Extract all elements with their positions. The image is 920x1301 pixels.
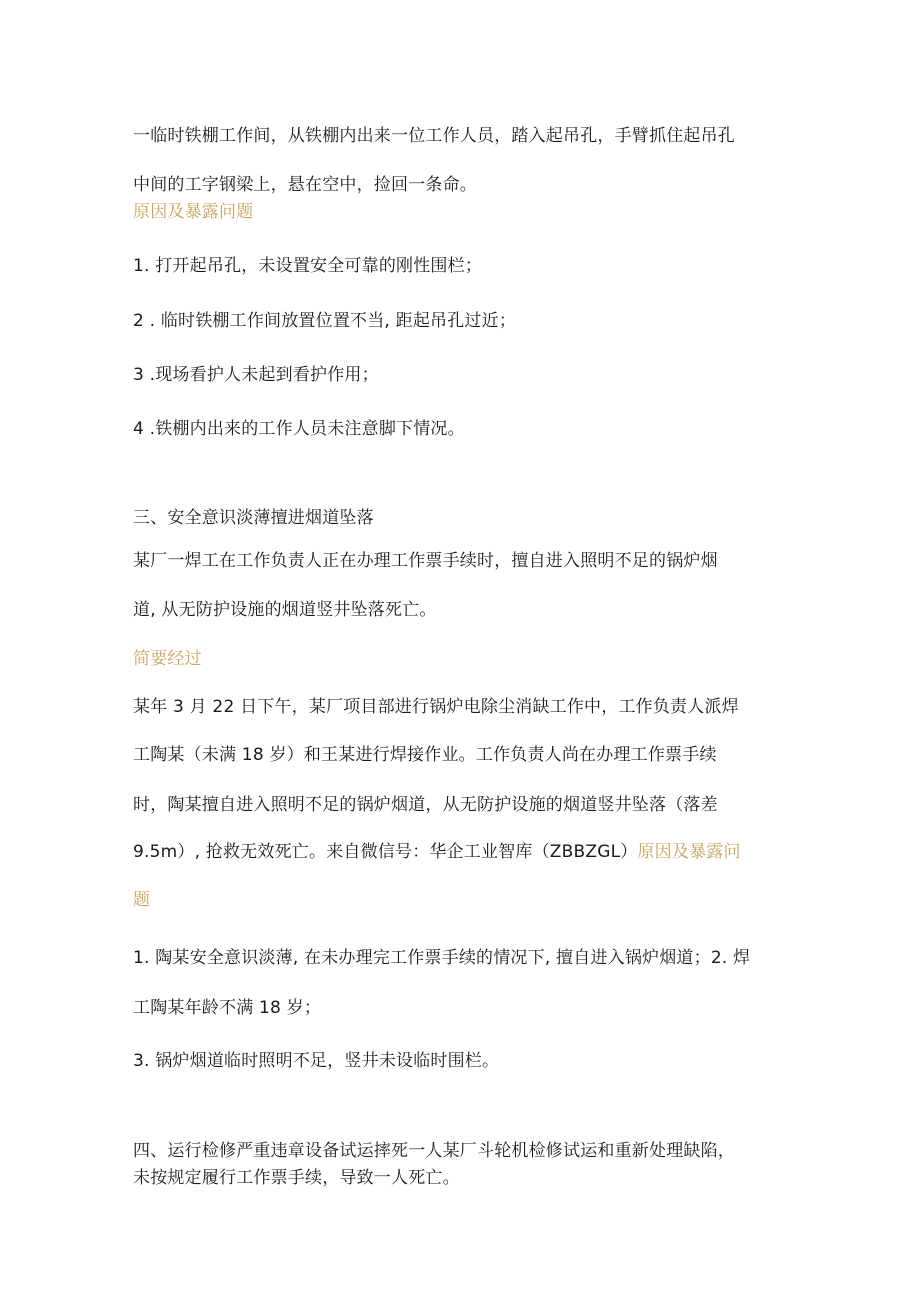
section3-cause-line-1: 1. 陶某安全意识淡薄, 在未办理完工作票手续的情况下, 擅自进入锅炉烟道；2. 焊: [133, 948, 751, 968]
cause-item-4: 4 .铁棚内出来的工作人员未注意脚下情况。: [133, 419, 465, 439]
process-heading: 简要经过: [133, 649, 202, 669]
process-line-4: [133, 840, 741, 864]
cause-item-3: 3 .现场看护人未起到看护作用；: [133, 365, 379, 385]
section3-title: 三、安全意识淡薄擅进烟道坠落: [133, 508, 374, 528]
section4-line-1: 四、运行检修严重违章设备试运摔死一人某厂斗轮机检修试运和重新处理缺陷，: [133, 1141, 735, 1161]
section3-cause-line-3: 3. 锅炉烟道临时照明不足，竖井未设临时围栏。: [133, 1051, 500, 1071]
process-line-1: 某年 3 月 22 日下午，某厂项目部进行锅炉电除尘消缺工作中，工作负责人派焊: [133, 697, 739, 717]
section3-summary-line-2: 道, 从无防护设施的烟道竖井坠落死亡。: [133, 600, 437, 620]
process-line-4-text: 9.5m）, 抢救无效死亡。来自微信号：华企工业智库（ZBBZGL）: [133, 842, 638, 862]
section3-summary-line-1: 某厂一焊工在工作负责人正在办理工作票手续时，擅自进入照明不足的锅炉烟: [133, 551, 718, 571]
section3-cause-line-2: 工陶某年龄不满 18 岁；: [133, 998, 322, 1018]
section3-causes-heading-cont: 题: [133, 890, 151, 910]
intro-line-1: 一临时铁棚工作间，从铁棚内出来一位工作人员，踏入起吊孔，手臂抓住起吊孔: [133, 126, 735, 146]
cause-item-1: 1. 打开起吊孔，未设置安全可靠的刚性围栏；: [133, 256, 483, 276]
causes-heading: 原因及暴露问题: [133, 202, 254, 222]
section3-causes-heading: 原因及暴露问: [637, 842, 741, 862]
cause-item-2: 2 . 临时铁棚工作间放置位置不当, 距起吊孔过近；: [133, 311, 517, 331]
section4-line-2: 未按规定履行工作票手续，导致一人死亡。: [133, 1168, 460, 1188]
intro-line-2: 中间的工字钢梁上，悬在空中，捡回一条命。: [133, 175, 477, 195]
process-line-2: 工陶某（未满 18 岁）和王某进行焊接作业。工作负责人尚在办理工作票手续: [133, 745, 717, 765]
process-line-3: 时，陶某擅自进入照明不足的锅炉烟道，从无防护设施的烟道竖井坠落（落差: [133, 795, 718, 815]
